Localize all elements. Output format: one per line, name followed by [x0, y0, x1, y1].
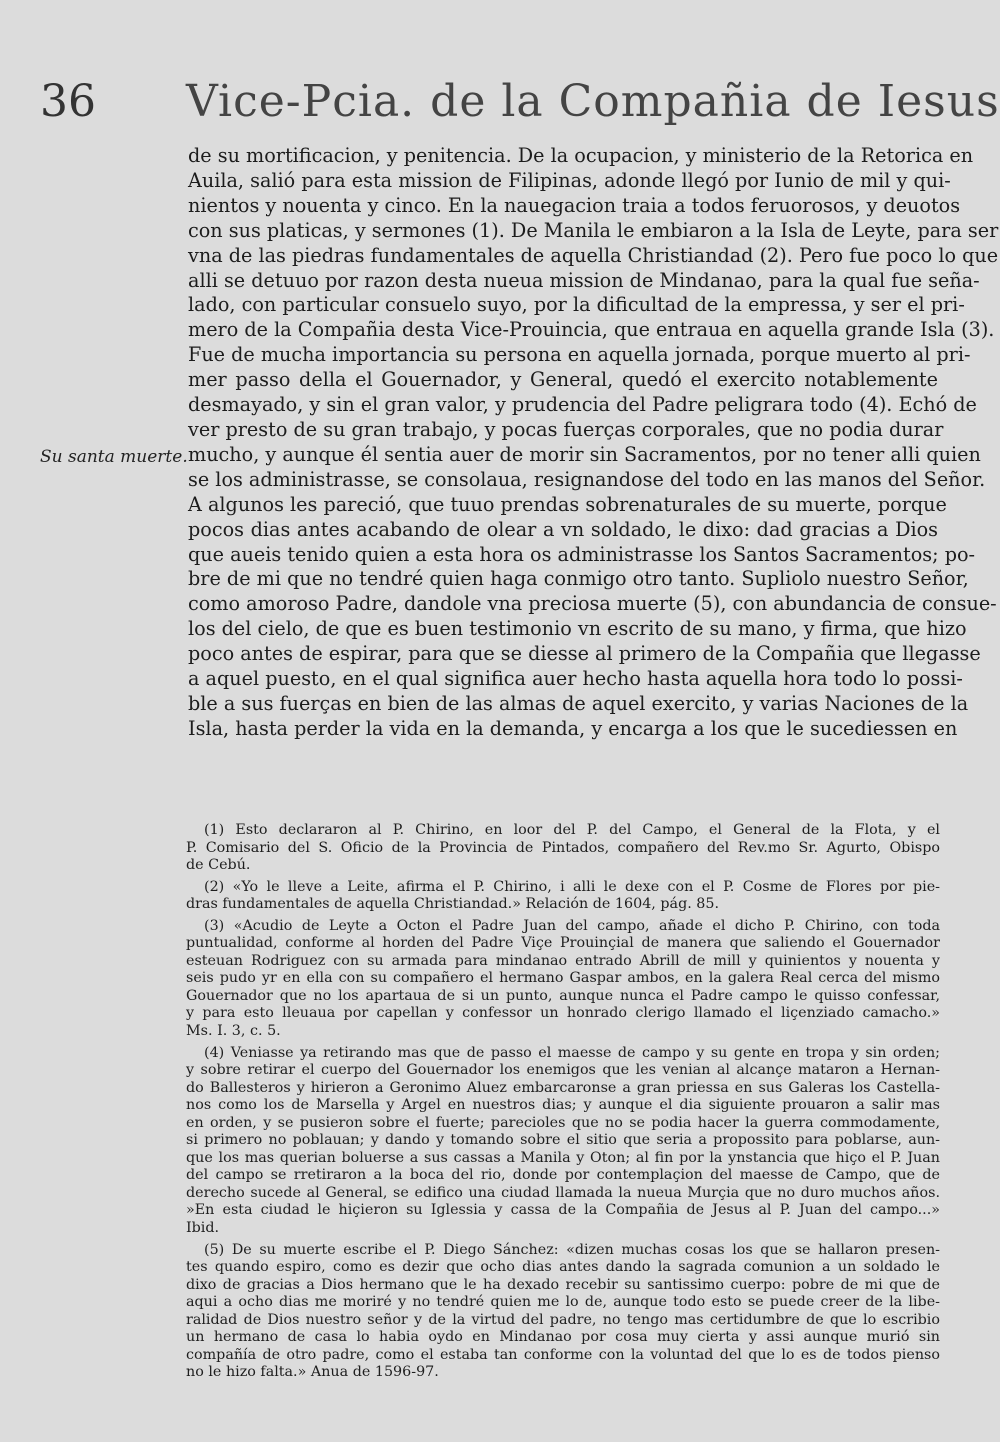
footnote-line: (4) Veniasse ya retirando mas que de passo el maesse de campo y su gente en tropa y sin orden; — [204, 1044, 940, 1061]
body-line: mucho, y aunque él sentia auer de morir sin Sacramentos, por no tener alli quien — [188, 442, 981, 466]
footnote-line: Ibid. — [186, 1220, 220, 1237]
footnote-line: si primero no poblauan; y dando y tomando sobre el sitio que seria a propossito para poblarse, aun- — [186, 1132, 940, 1149]
body-line: mero de la Compañia desta Vice-Prouincia, que entraua en aquella grande Isla (3). — [188, 318, 995, 342]
footnote-line: aqui a ocho dias me moriré y no tendré quien me lo de, aunque todo esto se puede creer de la libe- — [186, 1294, 940, 1311]
footnotes — [186, 822, 940, 1386]
body-line: vna de las piedras fundamentales de aquella Christiandad (2). Pero fue poco lo que — [188, 243, 999, 267]
footnote-line: derecho sucede al General, se edifico una ciudad llamada la nueua Murçia que no duro muchos años. — [186, 1184, 940, 1201]
footnote — [186, 1242, 940, 1382]
footnote-line: Ms. I. 3, c. 5. — [186, 1023, 281, 1040]
running-head: Vice-Pcia. de la Compañia de Iesus — [186, 76, 1000, 127]
footnote-line: tes quando espiro, como es dezir que ocho dias antes dando la sagrada comunion a un soldado le — [186, 1259, 940, 1276]
footnote-line: y sobre retirar el cuerpo del Gouernador los enemigos que les venian al alcançe mataron a Hernan- — [186, 1062, 940, 1079]
body-line: ver presto de su gran trabajo, y pocas fuerças corporales, que no podia durar — [188, 417, 944, 441]
footnote-line: en orden, y se pusieron sobre el fuerte; parecioles que no se podia hacer la guerra commodamente, — [186, 1114, 940, 1131]
body-line: alli se detuuo por razon desta nueua mission de Mindanao, para la qual fue seña- — [188, 268, 980, 292]
footnote-line: P. Comisario del S. Oficio de la Provincia de Pintados, compañero del Rev.mo Sr. Agurto, Obispo — [186, 839, 940, 856]
body-text — [188, 144, 999, 742]
body-line: poco antes de espirar, para que se diesse al primero de la Compañia que llegasse — [188, 642, 981, 666]
footnote — [186, 822, 940, 875]
marginal-note: Su santa muerte. — [40, 447, 188, 467]
footnote-line: dixo de gracias a Dios hermano que le ha dexado recebir su santissimo cuerpo: pobre de mi que de — [186, 1276, 940, 1293]
footnote-line: de Cebú. — [186, 857, 251, 874]
body-line: Isla, hasta perder la vida en la demanda, y encarga a los que le sucediessen en — [188, 716, 958, 740]
body-line: pocos dias antes acabando de olear a vn soldado, le dixo: dad gracias a Dios — [188, 517, 938, 541]
footnote-line: no le hizo falta.» Anua de 1596-97. — [186, 1364, 439, 1381]
footnote-line: »En esta ciudad le hiçieron su Iglessia y cassa de la Compañia de Jesus al P. Juan del campo...» — [186, 1202, 940, 1219]
footnote-line: esteuan Rodriguez con su armada para mindanao entrado Abrill de mill y quinientos y nouenta y — [186, 952, 940, 969]
body-line: lado, con particular consuelo suyo, por la dificultad de la empressa, y ser el pri- — [188, 293, 965, 317]
footnote-line: un hermano de casa lo habia oydo en Mindanao por cosa muy cierta y assi aunque murió sin — [186, 1329, 940, 1346]
footnote-line: puntualidad, conforme al horden del Padre Viçe Prouinçial de manera que saliendo el Gouernador — [186, 935, 940, 952]
footnote-line: del campo se rretiraron a la boca del rio, donde por contemplaçion del maesse de Campo, que de — [186, 1167, 940, 1184]
footnote-line: nos como los de Marsella y Argel en nuestros dias; y aunque el dia siguiente prouaron a salir mas — [186, 1097, 940, 1114]
footnote-line: que los mas querian boluerse a sus cassas a Manila y Oton; al fin por la ynstancia que hiço el P. Juan — [186, 1149, 940, 1166]
footnote — [186, 879, 940, 914]
body-line: desmayado, y sin el gran valor, y prudencia del Padre peligrara todo (4). Echó de — [188, 393, 977, 417]
body-line: a aquel puesto, en el qual significa auer hecho hasta aquella hora todo lo possi- — [188, 667, 963, 691]
body-line: de su mortificacion, y penitencia. De la ocupacion, y ministerio de la Retorica en — [188, 144, 974, 167]
body-line: mer passo della el Gouernador, y General, quedó el exercito notablemente — [188, 368, 938, 392]
page-number: 36 — [40, 76, 96, 127]
body-line: Fue de mucha importancia su persona en aquella jornada, porque muerto al pri- — [188, 343, 971, 367]
footnote-line: (2) «Yo le lleve a Leite, afirma el P. Chirino, i alli le dexe con el P. Cosme de Flores por pie- — [204, 878, 940, 895]
body-line: se los administrasse, se consolaua, resignandose del todo en las manos del Señor. — [188, 467, 986, 491]
footnote-line: seis pudo yr en ella con su compañero el hermano Gaspar ambos, en la galera Real cerca del mismo — [186, 970, 940, 987]
footnote-line: (1) Esto declararon al P. Chirino, en loor del P. del Campo, el General de la Flota, y el — [204, 822, 940, 838]
body-line: Auila, salió para esta mission de Filipinas, adonde llegó por Iunio de mil y qui- — [188, 168, 951, 192]
body-line: con sus platicas, y sermones (1). De Manila le embiaron a la Isla de Leyte, para ser — [188, 218, 999, 242]
footnote — [186, 1045, 940, 1238]
footnote-line: do Ballesteros y hirieron a Geronimo Aluez embarcaronse a gran priessa en sus Galeras los Castella- — [186, 1079, 940, 1096]
body-line: los del cielo, de que es buen testimonio vn escrito de su mano, y firma, que hizo — [188, 617, 967, 641]
body-line: bre de mi que no tendré quien haga conmigo otro tanto. Supliolo nuestro Señor, — [188, 567, 969, 591]
footnote-line: (3) «Acudio de Leyte a Octon el Padre Juan del campo, añade el dicho P. Chirino, con toda — [204, 917, 940, 934]
footnote-line: (5) De su muerte escribe el P. Diego Sánchez: «dizen muchas cosas los que se hallaron presen- — [204, 1241, 940, 1258]
footnote-line: compañía de otro padre, como el estaba tan conforme con la voluntad del que lo es de todos pienso — [186, 1346, 940, 1363]
footnote — [186, 918, 940, 1041]
footnote-line: Gouernador que no los apartaua de si un punto, aunque nunca el Padre campo le quisso confessar, — [186, 987, 940, 1004]
footnote-line: dras fundamentales de aquella Christiandad.» Relación de 1604, pág. 85. — [186, 896, 720, 913]
body-line: como amoroso Padre, dandole vna preciosa muerte (5), con abundancia de consue- — [188, 592, 997, 616]
footnote-line: y para esto lleuaua por capellan y confessor un honrado clerigo llamado el liçenziado camacho.» — [186, 1005, 940, 1022]
body-line: ble a sus fuerças en bien de las almas de aquel exercito, y varias Naciones de la — [188, 691, 969, 715]
body-line: A algunos les pareció, que tuuo prendas sobrenaturales de su muerte, porque — [188, 492, 947, 516]
body-line: que aueis tenido quien a esta hora os administrasse los Santos Sacramentos; po- — [188, 542, 976, 566]
body-line: nientos y nouenta y cinco. En la nauegacion traia a todos feruorosos, y deuotos — [188, 193, 961, 217]
footnote-line: ralidad de Dios nuestro señor y de la virtud del padre, no tengo mas certidumbre de que lo escribio — [186, 1311, 940, 1328]
